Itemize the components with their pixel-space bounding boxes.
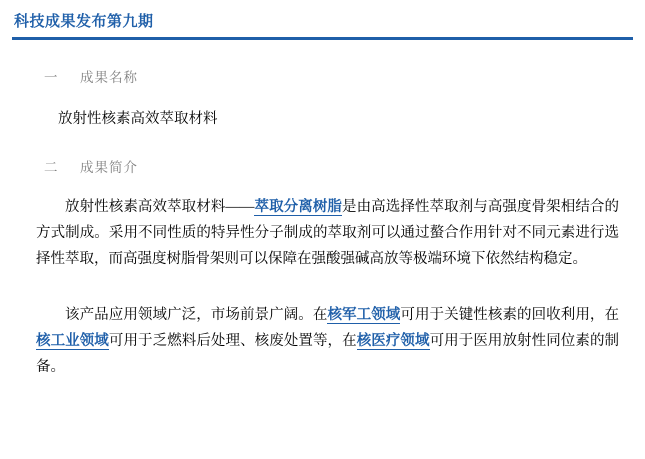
paragraph-2-keyword-1: 核军工领域 xyxy=(327,307,401,323)
paragraph-2-text-d: 可用于医用放射性同位素的制备。 xyxy=(36,333,620,375)
paragraph-2-keyword-2: 核工业领域 xyxy=(36,333,109,349)
achievement-name-value: 放射性核素高效萃取材料 xyxy=(58,111,218,127)
section-heading-1 xyxy=(22,68,623,88)
document-content xyxy=(0,68,645,380)
paragraph-2-text-b: 可用于关键性核素的回收利用，在 xyxy=(400,307,620,323)
document-header xyxy=(12,12,633,40)
paragraph-1-keyword-1: 萃取分离树脂 xyxy=(254,199,343,215)
document-page xyxy=(0,12,645,459)
section-number-1: 一 xyxy=(44,70,59,85)
page-title: 科技成果发布第九期 xyxy=(14,13,154,30)
paragraph-2-text-a: 该产品应用领域广泛，市场前景广阔。在 xyxy=(65,307,328,323)
section-heading-2 xyxy=(22,158,623,178)
paragraph-1-text-b: 是由高选择性萃取剂与高强度骨架相结合的方式制成。采用不同性质的特异性分子制成的萃取剂可以通过螯合作用针对不同元素进行选择性萃取，而高强度树脂骨架则可以保障在强酸强碱高放等极端环境下依然结构稳定。 xyxy=(36,199,620,267)
section-label-2: 成果简介 xyxy=(80,160,138,175)
section-label-1: 成果名称 xyxy=(80,70,138,85)
paragraph-2-keyword-3: 核医疗领域 xyxy=(356,333,430,349)
paragraph-2 xyxy=(22,302,623,380)
paragraph-1 xyxy=(22,194,623,272)
section-number-2: 二 xyxy=(44,160,59,175)
paragraph-1-text-a: 放射性核素高效萃取材料—— xyxy=(65,199,255,215)
paragraph-2-text-c: 可用于乏燃料后处理、核废处置等，在 xyxy=(108,333,357,349)
